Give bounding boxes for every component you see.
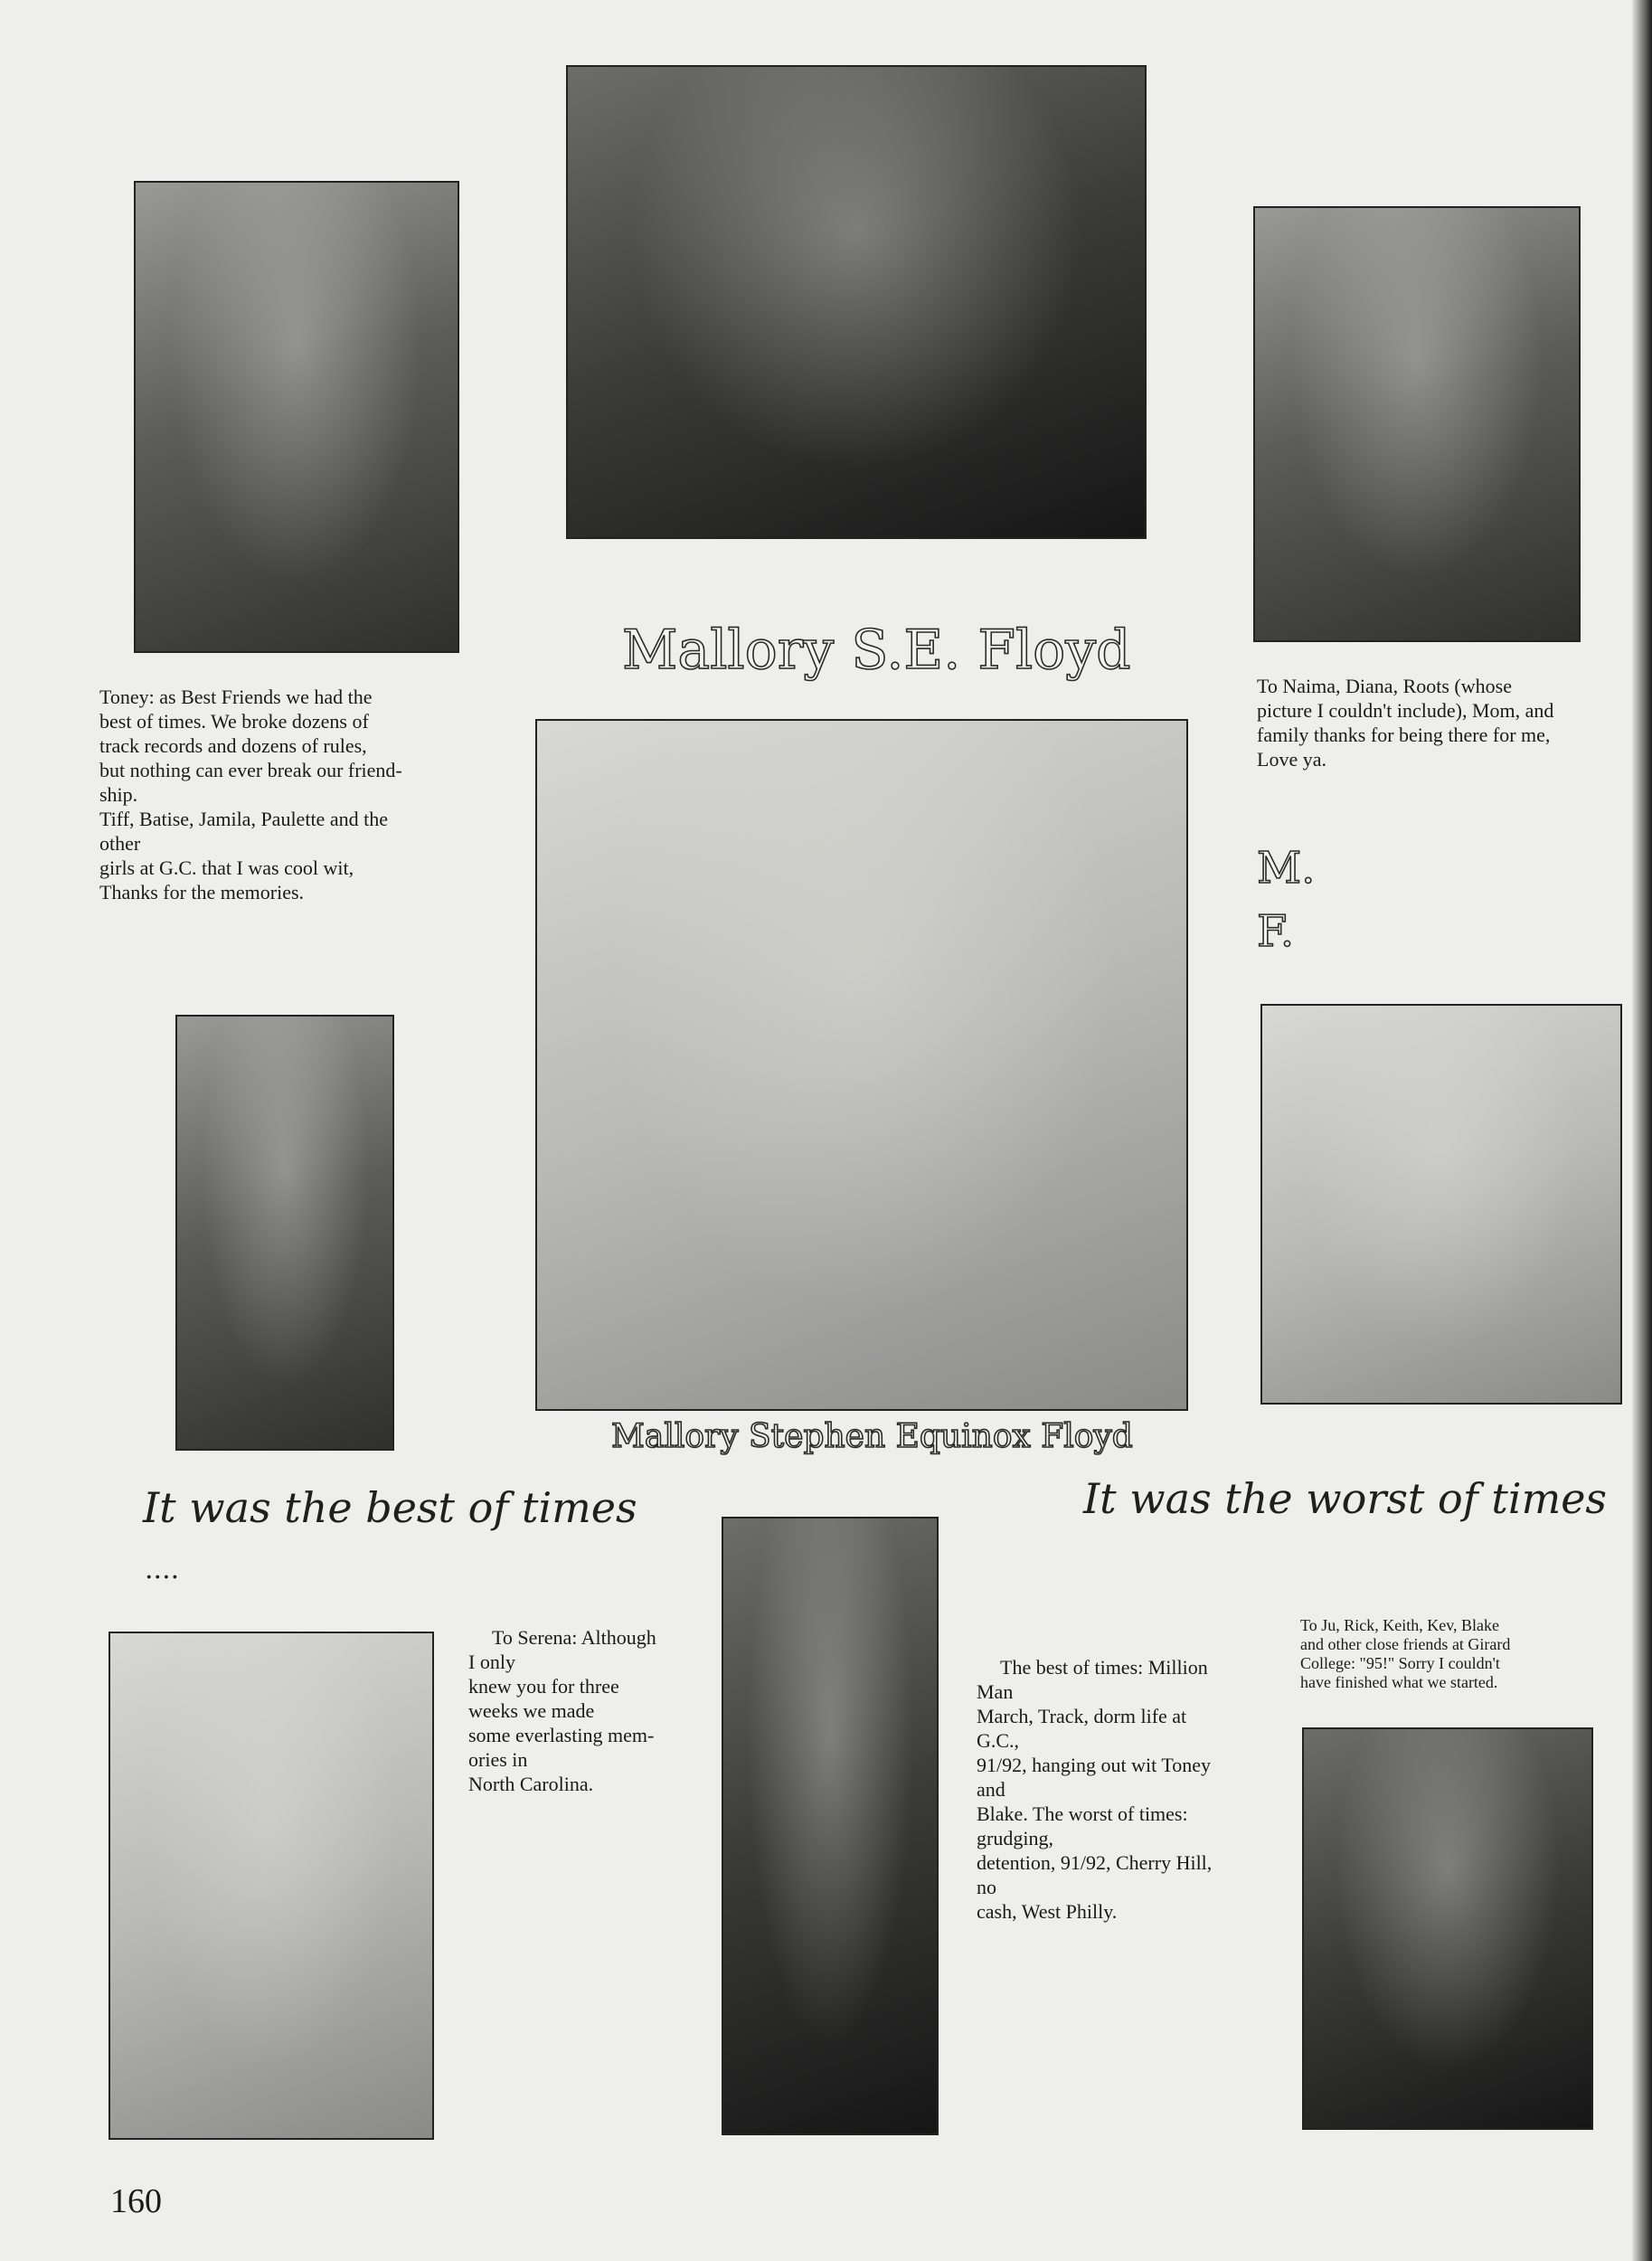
caption-line: Thanks for the memories. — [99, 881, 305, 903]
caption-line: track records and dozens of rules, — [99, 734, 367, 757]
photo-track-athlete — [1302, 1727, 1593, 2130]
caption-best-worst — [977, 1655, 1270, 1924]
caption-line: 91/92, hanging out wit Toney — [977, 1754, 1211, 1776]
caption-line: best of times. We broke dozens of — [99, 710, 369, 733]
caption-line: picture I couldn't include), Mom, and — [1257, 699, 1554, 722]
caption-line: and other close friends at Girard — [1300, 1635, 1511, 1653]
caption-line: and — [977, 1778, 1005, 1801]
caption-line: Toney: as Best Friends we had the — [99, 686, 373, 708]
caption-toney — [99, 685, 470, 904]
initial-m: M. — [1257, 843, 1316, 894]
photo-nun-and-woman — [566, 65, 1147, 539]
best-of-times-heading: It was the best of times — [143, 1483, 637, 1532]
caption-line: I only — [468, 1651, 515, 1673]
caption-line: To Naima, Diana, Roots (whose — [1257, 675, 1512, 697]
caption-line: cash, West Philly. — [977, 1900, 1118, 1923]
initial-f: F. — [1257, 906, 1295, 957]
caption-line: Man — [977, 1680, 1014, 1703]
portrait-mallory-floyd — [535, 719, 1188, 1411]
caption-line: weeks we made — [468, 1699, 595, 1722]
photo-serena-gown — [109, 1632, 434, 2140]
caption-line: have finished what we started. — [1300, 1673, 1498, 1691]
caption-line: knew you for three — [468, 1675, 619, 1698]
page-binding-edge — [1632, 0, 1652, 2261]
caption-line: grudging, — [977, 1827, 1053, 1849]
full-name-caption: Mallory Stephen Equinox Floyd — [611, 1418, 1133, 1455]
photo-couple — [134, 181, 459, 653]
photo-two-friends — [175, 1015, 394, 1451]
caption-line: Tiff, Batise, Jamila, Paulette and the — [99, 808, 388, 830]
caption-line: family thanks for being there for me, — [1257, 724, 1551, 746]
caption-line: To Serena: Although — [492, 1626, 656, 1649]
caption-line: detention, 91/92, Cherry Hill, — [977, 1851, 1213, 1874]
caption-friends — [1300, 1616, 1599, 1692]
photo-graduation — [722, 1517, 939, 2135]
caption-line: The best of times: Million — [1000, 1656, 1208, 1679]
caption-line: other — [99, 832, 141, 855]
caption-line: ship. — [99, 783, 138, 806]
caption-line: but nothing can ever break our friend- — [99, 759, 402, 781]
photo-three-girls — [1260, 1004, 1622, 1405]
caption-line: no — [977, 1876, 996, 1898]
caption-line: G.C., — [977, 1729, 1020, 1752]
photo-family-group — [1253, 206, 1581, 642]
caption-line: College: "95!" Sorry I couldn't — [1300, 1654, 1500, 1672]
caption-naima — [1257, 674, 1619, 771]
caption-line: Blake. The worst of times: — [977, 1802, 1188, 1825]
worst-of-times-heading: It was the worst of times — [1083, 1474, 1608, 1523]
caption-serena — [468, 1625, 689, 1796]
caption-line: ories in — [468, 1748, 528, 1771]
caption-line: girls at G.C. that I was cool wit, — [99, 856, 354, 879]
caption-line: some everlasting mem- — [468, 1724, 655, 1746]
ellipsis: .... — [145, 1554, 180, 1585]
caption-line: North Carolina. — [468, 1773, 594, 1795]
caption-line: To Ju, Rick, Keith, Kev, Blake — [1300, 1616, 1500, 1634]
name-heading: Mallory S.E. Floyd — [622, 619, 1131, 682]
caption-line: Love ya. — [1257, 748, 1326, 771]
caption-line: March, Track, dorm life at — [977, 1705, 1187, 1727]
page-number: 160 — [110, 2182, 162, 2220]
